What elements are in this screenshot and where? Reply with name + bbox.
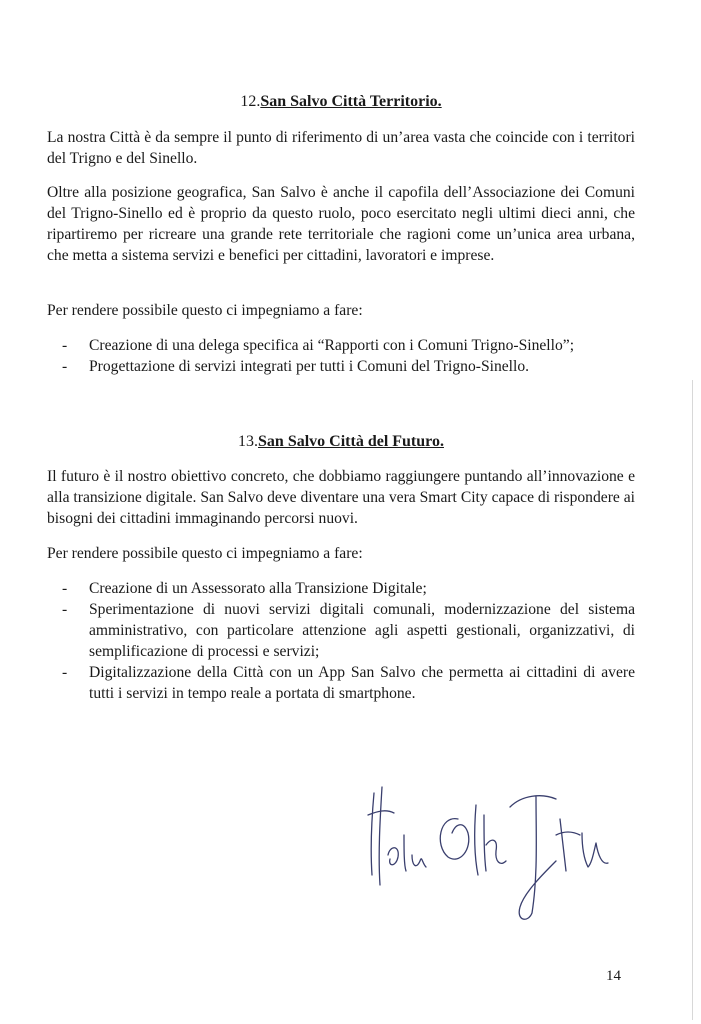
- section-13-paragraph-1: Il futuro è il nostro obiettivo concreto, che dobbiamo raggiungere puntando all’innovazione e alla transizione digitale. San Salvo deve diventare una vera Smart City capace di rispondere ai bisogni dei cittadini immaginando percorsi nuovi.: [47, 468, 635, 527]
- section-12-heading: [47, 92, 635, 112]
- section-13-number: 13.: [238, 433, 259, 450]
- section-12-paragraph-2: Oltre alla posizione geografica, San Salvo è anche il capofila dell’Associazione dei Comuni del Trigno-Sinello ed è proprio da questo ruolo, poco esercitato negli ultimi dieci anni, che ripartiremo per ricreare una grande rete territoriale che ragioni come un’unica area urbana, che metta a sistema servizi e benefici per cittadini, lavoratori e imprese.: [47, 184, 635, 264]
- list-item: [47, 356, 635, 377]
- list-item-text: Digitalizzazione della Città con un App San Salvo che permetta ai cittadini di avere tutti i servizi in tempo reale a portata di smartphone.: [89, 664, 635, 702]
- section-12-number: 12.: [240, 93, 261, 110]
- list-item-text: Creazione di un Assessorato alla Transizione Digitale;: [89, 580, 427, 597]
- page-number: 14: [606, 968, 621, 984]
- list-item: [47, 578, 635, 599]
- bullet-dash: -: [62, 337, 68, 354]
- section-13-heading: [47, 432, 635, 452]
- section-12-bullet-list: [47, 335, 635, 377]
- list-item-text: Progettazione di servizi integrati per tutti i Comuni del Trigno-Sinello.: [89, 358, 530, 375]
- list-item: [47, 599, 635, 662]
- section-13-title: San Salvo Città del Futuro.: [258, 433, 444, 450]
- section-12-title: San Salvo Città Territorio.: [260, 93, 442, 110]
- list-item-text: Sperimentazione di nuovi servizi digitali comunali, modernizzazione del sistema amministrativo, con particolare attenzione agli aspetti gestionali, organizzativi, di semplificazione di processi e servizi;: [89, 601, 635, 660]
- section-12-paragraph-3: Per rendere possibile questo ci impegniamo a fare:: [47, 302, 363, 319]
- page-edge-shadow: [692, 380, 693, 1020]
- section-13-bullet-list: [47, 578, 635, 704]
- bullet-dash: -: [62, 664, 68, 681]
- bullet-dash: -: [62, 358, 68, 375]
- bullet-dash: -: [62, 580, 68, 597]
- list-item: [47, 335, 635, 356]
- list-item-text: Creazione di una delega specifica ai “Rapporti con i Comuni Trigno-Sinello”;: [89, 337, 575, 354]
- handwritten-signature: [360, 775, 630, 925]
- section-13-paragraph-2: Per rendere possibile questo ci impegniamo a fare:: [47, 545, 363, 562]
- bullet-dash: -: [62, 601, 68, 618]
- section-12-paragraph-1: La nostra Città è da sempre il punto di riferimento di un’area vasta che coincide con i territori del Trigno e del Sinello.: [47, 129, 635, 167]
- list-item: [47, 662, 635, 704]
